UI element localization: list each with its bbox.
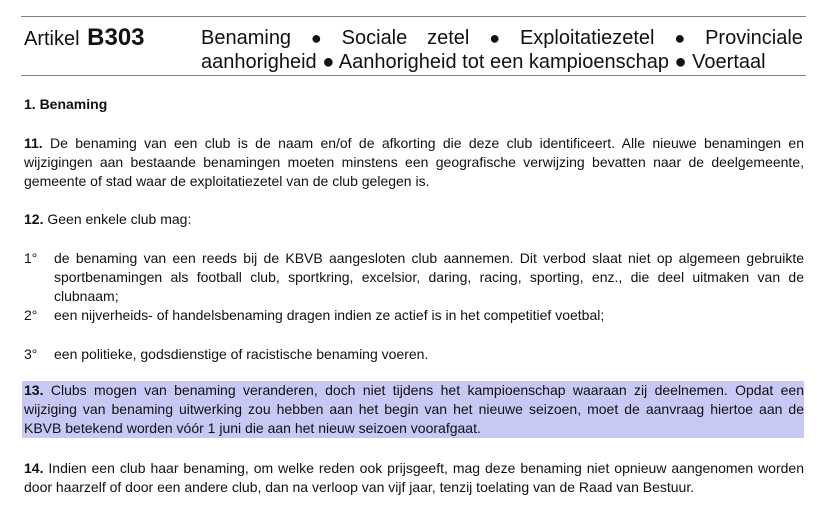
paragraph-14 xyxy=(24,459,804,497)
paragraph-number: 14. xyxy=(24,460,44,476)
article-label xyxy=(24,24,145,52)
paragraph-number: 11. xyxy=(24,135,43,151)
list-marker: 1° xyxy=(24,250,38,266)
paragraph-text: Clubs mogen van benaming veranderen, doch niet tijdens het kampioenschap waaraan zij deelnemen. Opdat een wijziging van benaming uitwerking zou hebben aan het begin van het nieuwe seizoen, moet de aanvraag hiertoe aan de KBVB betekend worden vóór 1 juni die aan het nieuw seizoen voorafgaat. xyxy=(24,382,804,436)
paragraph-text: Geen enkele club mag: xyxy=(43,211,192,227)
list-item xyxy=(24,249,804,306)
paragraph-number: 12. xyxy=(24,211,44,227)
paragraph-text: Indien een club haar benaming, om welke reden ook prijsgeeft, mag deze benaming niet opnieuw aangenomen worden door haarzelf of door een andere club, dan na verloop van vijf jaar, tenzij toelating van de Raad van Bestuur. xyxy=(24,460,804,495)
list-item xyxy=(24,306,804,325)
article-header xyxy=(21,16,806,76)
bullet-icon: ● xyxy=(310,28,322,48)
paragraph-11 xyxy=(24,134,804,191)
subject-word: Benaming xyxy=(201,27,292,49)
list-item-text: de benaming van een reeds bij de KBVB aangesloten club aannemen. Dit verbod slaat niet op algemeen gebruikte sportbenamingen als football club, sportkring, excelsior, daring, racing, sporting, enz., die deel uitmaken van de clubnaam; xyxy=(54,250,804,304)
article-number: B303 xyxy=(87,24,145,51)
list-item-text: een politieke, godsdienstige of racistische benaming voeren. xyxy=(54,346,429,362)
paragraph-13-selected[interactable] xyxy=(22,381,804,438)
list-marker: 2° xyxy=(24,307,38,323)
list-marker: 3° xyxy=(24,346,38,362)
list-item-text: een nijverheids- of handelsbenaming dragen indien ze actief is in het competitief voetbal; xyxy=(54,307,605,323)
section-title: 1. Benaming xyxy=(24,96,108,112)
subject-word: Exploitatiezetel xyxy=(519,27,655,49)
list-item xyxy=(24,345,804,364)
paragraph-text: De benaming van een club is de naam en/of de afkorting die deze club identificeert. Alle nieuwe benamingen en wijzigingen aan bestaande benamingen moeten minstens een geografische verwijzing bevatten naar de deelgemeente, gemeente of stad waar de exploitatiezetel van de club gelegen is. xyxy=(24,135,804,189)
article-subjects xyxy=(201,26,803,74)
paragraph-number: 13. xyxy=(24,382,44,398)
article-word: Artikel xyxy=(24,28,80,50)
subjects-line-1 xyxy=(201,26,803,50)
subject-word: Sociale xyxy=(341,27,408,49)
paragraph-12 xyxy=(24,210,804,229)
bullet-icon: ● xyxy=(674,28,686,48)
subject-word: zetel xyxy=(427,27,470,49)
bullet-icon: ● xyxy=(489,28,501,48)
subjects-line-2: aanhorigheid ● Aanhorigheid tot een kampioenschap ● Voertaal xyxy=(201,51,766,73)
subject-word: Provinciale xyxy=(705,27,803,49)
